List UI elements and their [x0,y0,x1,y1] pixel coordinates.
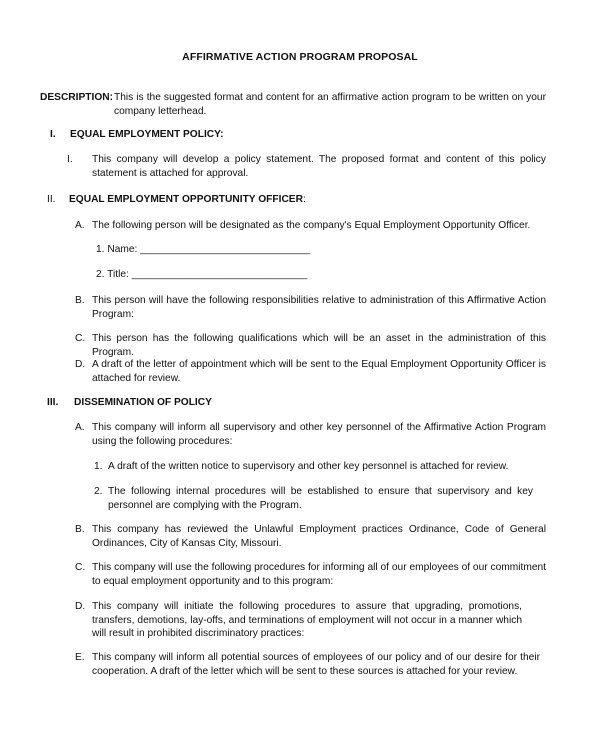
section-1-item-marker: I. [67,154,73,165]
name-field-marker: 1. [96,244,105,255]
section-2-item-b-marker: B. [75,295,85,306]
name-field-blank[interactable]: ______________________________ [140,244,311,255]
section-2-title: EQUAL EMPLOYMENT OPPORTUNITY OFFICER [69,194,303,205]
section-3-item-e-text: This company will inform all potential sources of employees of our policy and of our desire for their cooperation. A draft of the letter which will be sent to these sources is attached for your review. [92,652,540,677]
section-3-item-e-marker: E. [75,652,85,663]
section-3-item-b-text: This company has reviewed the Unlawful Employment practices Ordinance, Code of General Ordinances, City of Kansas City, Missouri. [92,524,546,549]
section-3-item-a-text: This company will inform all supervisory and other key personnel of the Affirmative Action Program using the following procedures: [92,422,546,447]
section-2-item-a-text: The following person will be designated as the company's Equal Employment Opportunity Officer. [92,220,531,231]
section-2-item-d-marker: D. [75,359,86,370]
description-text: This is the suggested format and content for an affirmative action program to be written on your company letterhead. [114,92,546,117]
section-1-title: EQUAL EMPLOYMENT POLICY: [70,129,224,140]
document-title: AFFIRMATIVE ACTION PROGRAM PROPOSAL [182,51,418,63]
section-3-item-d-marker: D. [75,601,86,612]
section-2-item-c-marker: C. [75,333,86,344]
section-3-item-c-text: This company will use the following procedures for informing all of our employees of our commitment to equal employment opportunity and to this program: [92,562,546,587]
description-label: DESCRIPTION: [40,92,114,103]
section-3-item-c-marker: C. [75,562,86,573]
section-3-title: DISSEMINATION OF POLICY [74,397,212,408]
section-3-subitem-1-marker: 1. [94,461,103,472]
section-2-item-b-text: This person will have the following responsibilities relative to administration of this Affirmative Action Program: [92,295,546,320]
section-2-item-d-text: A draft of the letter of appointment which will be sent to the Equal Employment Opportunity Officer is attached for review. [92,359,546,384]
section-1-item-text: This company will develop a policy statement. The proposed format and content of this policy statement is attached for approval. [92,154,546,179]
title-field-blank[interactable]: _______________________________ [131,269,308,280]
section-3-number: III. [47,397,59,408]
name-field-label: Name: [107,244,138,255]
section-3-item-d-text: This company will initiate the following procedures to assure that upgrading, promotions, transfers, demotions, lay-offs, and terminations of employment will not occur in a manner which will result in prohibited discriminatory practices: [92,601,522,639]
section-3-subitem-1-text: A draft of the written notice to supervisory and other key personnel is attached for review. [108,461,509,472]
section-3-subitem-2-marker: 2. [94,486,103,497]
section-1-number: I. [50,129,56,140]
section-2-heading [69,193,306,207]
section-3-item-a-marker: A. [75,422,85,433]
title-field-label: Title: [107,269,129,280]
section-2-item-a-marker: A. [75,220,85,231]
section-2-title-suffix: : [302,194,306,205]
section-2-item-c-text: This person has the following qualifications which will be an asset in the administration of this Program. [92,333,546,358]
section-2-number: II. [47,194,56,205]
section-3-subitem-2-text: The following internal procedures will be established to ensure that supervisory and key personnel are complying with the Program. [108,486,533,511]
title-field-row [96,268,307,282]
title-field-marker: 2. [96,269,105,280]
name-field-row [96,243,310,257]
section-3-item-b-marker: B. [75,524,85,535]
